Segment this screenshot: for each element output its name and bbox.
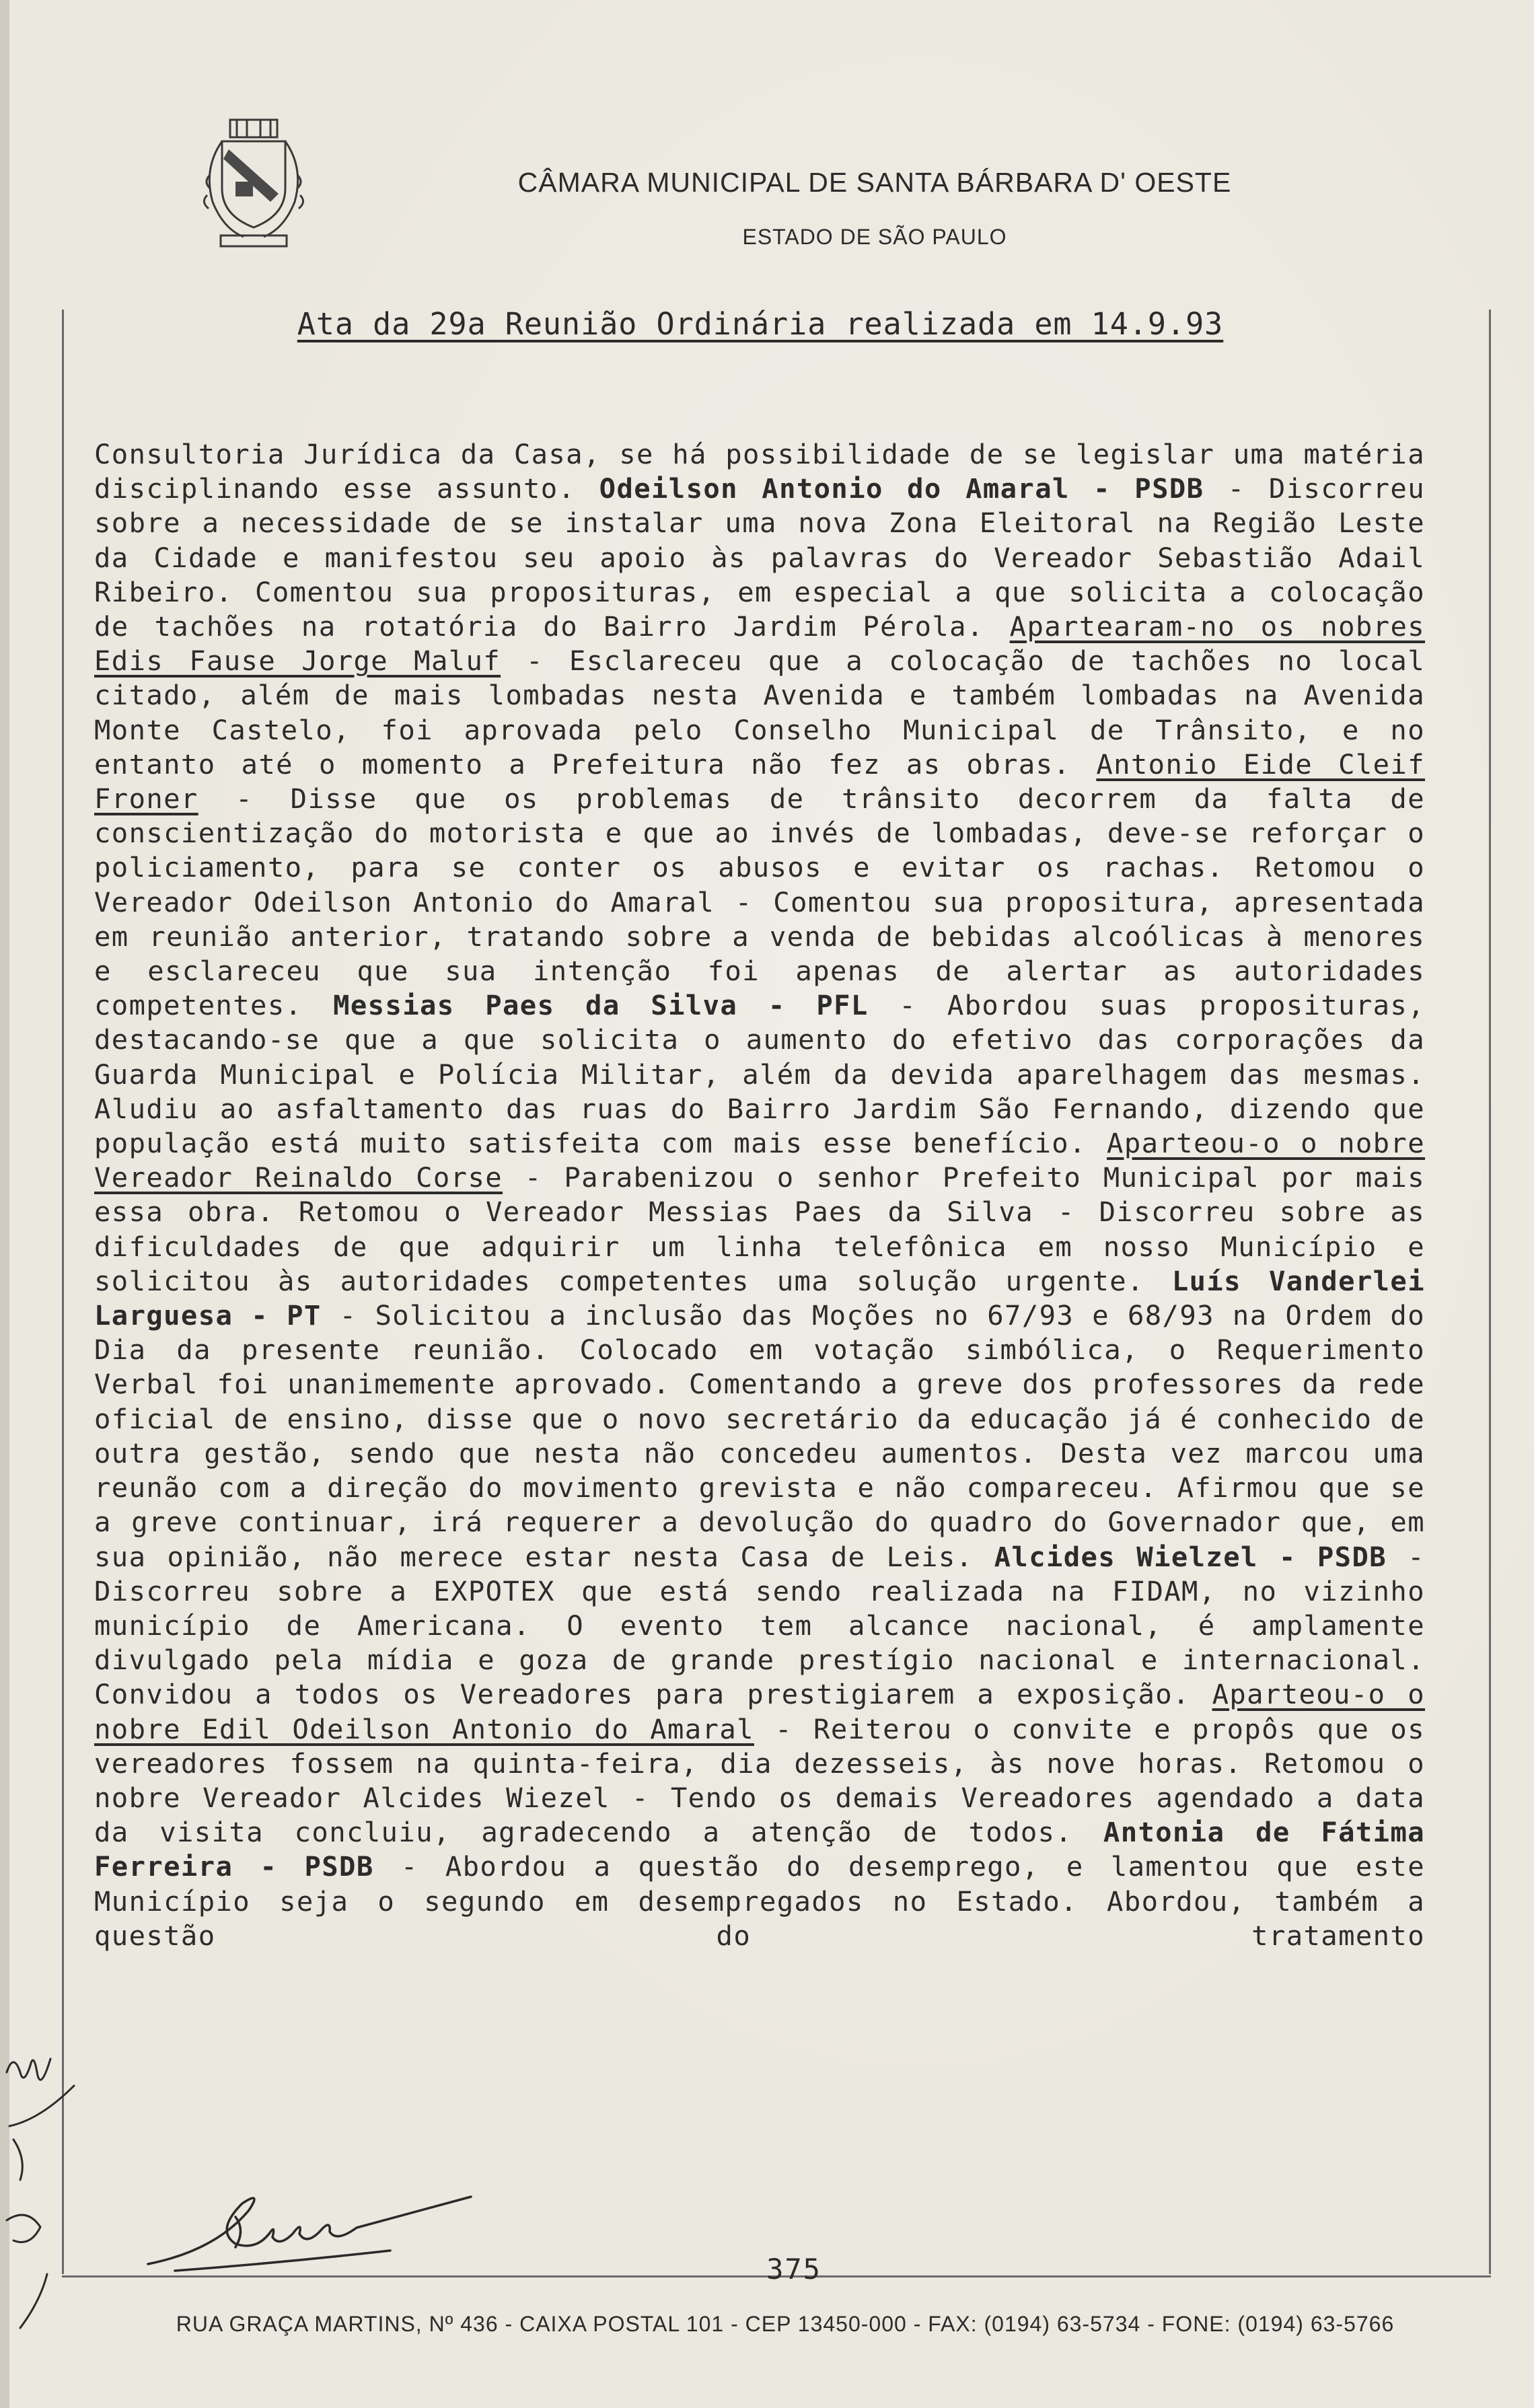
speaker-name: Messias Paes da Silva - PFL [333,989,869,1022]
organization-state: ESTADO DE SÃO PAULO [742,225,1007,249]
footer-address: RUA GRAÇA MARTINS, Nº 436 - CAIXA POSTAL 101 - CEP 13450-000 - FAX: (0194) 63-5734 - FONE: (0194) 63-5766 [176,2312,1395,2336]
minutes-paragraph [94,437,1425,1953]
speaker-name: Luís Vanderlei Larguesa - PT [94,1264,1425,1332]
text-segment: - Discorreu sobre a necessidade de se instalar uma nova Zona Eleitoral na Região Leste da Cidade e manifestou seu apoio às palavras do Vereador Sebastião Adail Ribeiro. Comentou sua proposituras, em especial a que solicita a colocação de tachões na rotatória do Bairro Jardim Pérola. [94,472,1425,643]
frame-right-line [1489,309,1491,2274]
text-segment: Consultoria Jurídica da Casa, se há possibilidade de se legislar uma matéria disciplinando esse assunto. [94,438,1425,505]
speaker-name: Antonia de Fátima Ferreira - PSDB [94,1816,1426,1883]
frame-left-line [62,309,64,2274]
minutes-body [94,437,1425,1953]
text-segment: - Abordou suas proposituras, destacando-se que a que solicita o aumento do efetivo das corporações da Guarda Municipal e Polícia Militar, além da devida aparelhagem das mesmas. Aludiu ao asfaltamento das ruas do Bairro Jardim São Fernando, dizendo que população está muito satisfeita com mais esse benefício. [94,989,1425,1160]
text-segment: - Discorreu sobre a EXPOTEX que está sendo realizada na FIDAM, no vizinho município de Americana. O evento tem alcance nacional, é amplamente divulgado pela mídia e goza de grande prestígio nacional e internacional. Convidou a todos os Vereadores para prestigiarem a exposição. [94,1540,1425,1711]
speaker-name: Alcides Wielzel - PSDB [994,1540,1387,1573]
aparte-heading: Aparteou-o o nobre Vereador Reinaldo Corse [94,1127,1425,1194]
signature-image [135,2170,484,2284]
margin-initials-image [0,2045,94,2395]
text-segment: - Disse que os problemas de trânsito decorrem da falta de conscientização do motorista e que ao invés de lombadas, deve-se reforçar o policiamento, para se conter os abusos e evitar os rachas. Retomou o Vereador Odeilson Antonio do Amaral - Comentou sua propositura, apresentada em reunião anterior, tratando sobre a venda de bebidas alcoólicas à menores e esclareceu que sua intenção foi apenas de alertar as autoridades competentes. [94,782,1425,1022]
page-number: 375 [766,2253,821,2286]
aparte-heading: Apartearam-no os nobres Edis Fause Jorge Maluf [94,610,1426,678]
text-segment: - Parabenizou o senhor Prefeito Municipal por mais essa obra. Retomou o Vereador Messias Paes da Silva - Discorreu sobre as dificuldades de que adquirir um linha telefônica em nosso Município e solicitou às autoridades competentes uma solução urgente. [94,1161,1426,1297]
document-title: Ata da 29a Reunião Ordinária realizada em 14.9.93 [297,306,1224,342]
text-segment: - Abordou a questão do desemprego, e lamentou que este Município seja o segundo em desempregados no Estado. Abordou, também a questão do tratamento [94,1850,1425,1952]
aparte-heading: Aparteou-o o nobre Edil Odeilson Antonio do Amaral [94,1678,1425,1745]
text-segment: - Reiterou o convite e propôs que os vereadores fossem na quinta-feira, dia dezesseis, às nove horas. Retomou o nobre Vereador Alcides Wiezel - Tendo os demais Vereadores agendado a data da visita concluiu, agradecendo a atenção de todos. [94,1712,1425,1849]
text-segment: - Solicitou a inclusão das Moções no 67/93 e 68/93 na Ordem do Dia da presente reunião. Colocado em votação simbólica, o Requerimento Verbal foi unanimemente aprovado. Comentando a greve dos professores da rede oficial de ensino, disse que o novo secretário da educação já é conhecido de outra gestão, sendo que nesta não concedeu aumentos. Desta vez marcou uma reunão com a direção do movimento grevista e não compareceu. Afirmou que se a greve continuar, irá requerer a devolução do quadro do Governador que, em sua opinião, não merece estar nesta Casa de Leis. [94,1299,1425,1573]
organization-name: CÂMARA MUNICIPAL DE SANTA BÁRBARA D' OESTE [517,167,1232,198]
text-segment: - Esclareceu que a colocação de tachões no local citado, além de mais lombadas nesta Avenida e também lombadas na Avenida Monte Castelo, foi aprovada pelo Conselho Municipal de Trânsito, e no entanto até o momento a Prefeitura não fez as obras. [94,645,1425,780]
speaker-name: Odeilson Antonio do Amaral - PSDB [599,472,1204,505]
coat-of-arms-icon [196,114,311,252]
aparte-heading: Antonio Eide Cleif Froner [94,747,1425,815]
